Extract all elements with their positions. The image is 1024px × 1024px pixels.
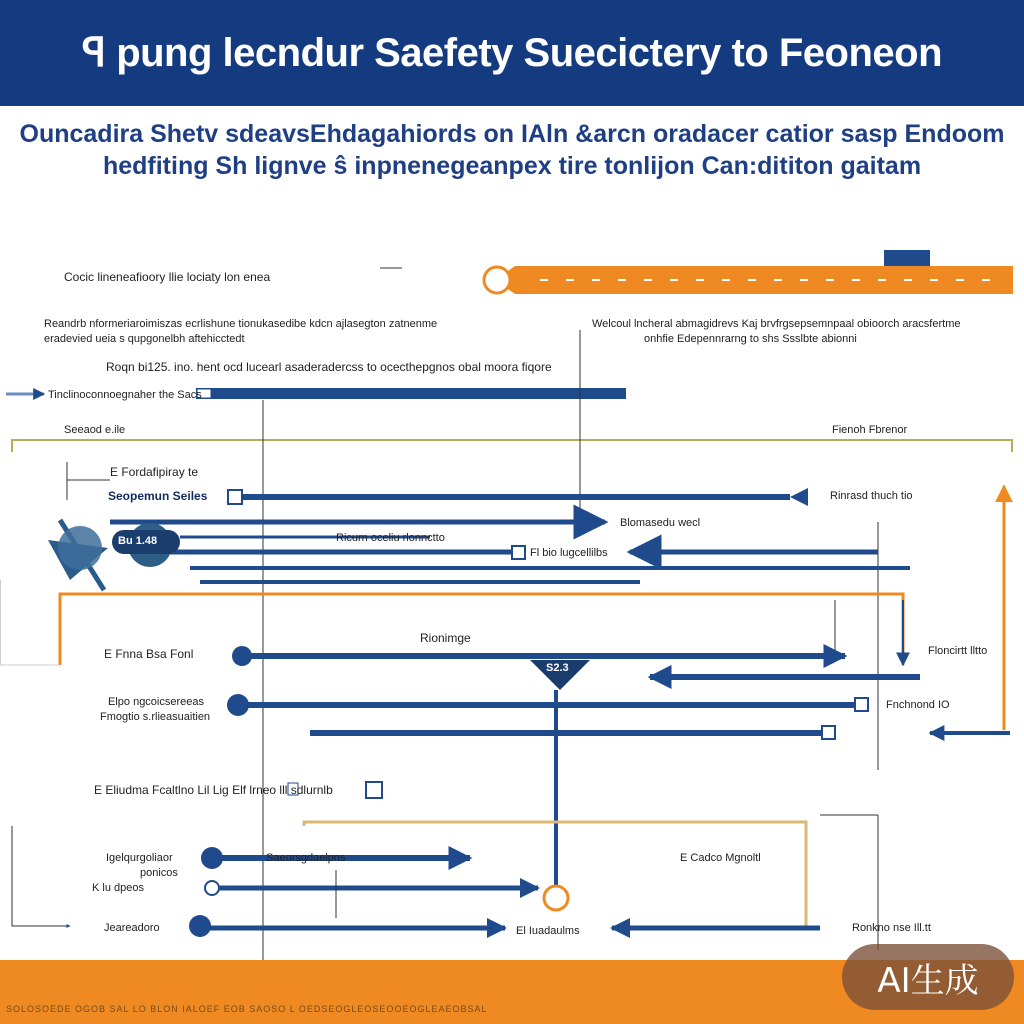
bottom-fine-print: SOLOSOEDE OGOB SAL LO BLON IALOEF EOB SAOSO L OEDSEOGLEOSEOOEOGLEAEOBSAL (6, 1004, 488, 1014)
top-left-label: Cocic lineneafioory llie lociaty lon enea (64, 270, 271, 284)
right-label-1: Floncirtt lltto (928, 645, 988, 657)
arrow-row-10-node (201, 847, 223, 869)
page-title: ꟼ pung lecndur Saefety Suecictery to Feoneon (81, 31, 943, 75)
dark-tag-label: Bu 1.48 (118, 535, 158, 547)
arrow-row-1-head (790, 488, 808, 506)
arrow-row-8-node (227, 694, 249, 716)
arrow-row-8-end (855, 698, 868, 711)
arrow-row-9-end (822, 726, 835, 739)
low-right-label-2: Ronkno nse Ill.tt (852, 922, 931, 934)
arrow-mid-label: Blomasedu wecl (620, 517, 701, 529)
orange-vessel-icon (484, 250, 1013, 294)
trunk-end-node (544, 886, 568, 910)
row1-right-line-b: onhfie Edepennrarng to shs Ssslbte abionni (644, 333, 857, 345)
section-right-label: Fienoh Fbrenor (832, 424, 908, 436)
row1-right-line-a: Welcoul lncheral abmagidrevs Kaj brvfrgsepsemnpaal obioorch aracsfertme (592, 318, 961, 330)
right-label-2: Fnchnond IO (886, 699, 950, 711)
bottom-left-bracket (12, 826, 70, 926)
legend-box-2 (366, 782, 382, 798)
row2-center-label: Roqn bi125. ino. hent ocd lucearl asaderadercss to ocecthepgnos obal moora fiqore (106, 360, 552, 374)
bar-left-label: Tinclinoconnoegnaher the Sacs (48, 389, 202, 401)
section-left-label: Seeaod e.ile (64, 424, 126, 436)
group-b-label: Seopemun Seiles (108, 489, 208, 503)
low-mid-label-2: El Iuadaulms (516, 925, 580, 937)
section-frame (12, 440, 1012, 452)
main-bar (196, 388, 626, 399)
row-e1-label: E Fnna Bsa Fonl (104, 647, 194, 661)
low-left-label-2: ponicos (140, 867, 178, 879)
callout-top-label: Rionimge (420, 631, 471, 645)
subtitle-line-2: hedfiting Sh lignve ŝ inpnenegeanpex tire tonlijon Can:dititon gaitam (102, 152, 922, 180)
row1-left-line-b: eradevied ueia s qupgonelbh aftehicctedt (44, 333, 245, 345)
low-mid-label-1: Saeorsgdaelpns (266, 852, 346, 864)
box-right-label: Rinrasd thuch tio (830, 490, 913, 502)
row-e2-line-a: Elpo ngcoicsereeas (108, 696, 205, 708)
subtitle-line-1: Ouncadira Shetv sdeavsEhdagahiords on IAln &arcn oradacer catior sasp Endoom (19, 120, 1005, 148)
arrow-row-6-node (232, 646, 252, 666)
arrow-row-11-node (205, 881, 219, 895)
low-left-label-3: K lu dpeos (92, 882, 144, 894)
ai-generated-watermark: AI生成 (842, 944, 1014, 1010)
group-a-label: E Fordafipiray te (110, 465, 199, 479)
diamond-label: S2.3 (546, 662, 569, 674)
row1-left-line-a: Reandrb nformeriaroimiszas ecrlishune tionukasedibe kdcn ajlasegton zatnenme (44, 318, 438, 330)
center-tag-label: Fl bio lugcellilbs (530, 547, 608, 559)
low-right-label-1: E Cadco Mgnoltl (680, 852, 761, 864)
legend-row: E Eliudma Fcaltlno Lil Lig Elf lrneo lll sdlurnlb (94, 783, 333, 797)
arrow-row-12-node (189, 915, 211, 937)
low-left-label-1: Igelqurgoliaor (106, 852, 173, 864)
arrow-mid2-label: Ricurn oceliu rlonnctto (336, 532, 445, 544)
arrow-row-1-node (228, 490, 242, 504)
low-left-label-4: Jeareadoro (104, 922, 160, 934)
row-e2-line-b: Fmogtio s.rlieasuaitien (100, 711, 211, 723)
arrow-row-3-node (512, 546, 525, 559)
